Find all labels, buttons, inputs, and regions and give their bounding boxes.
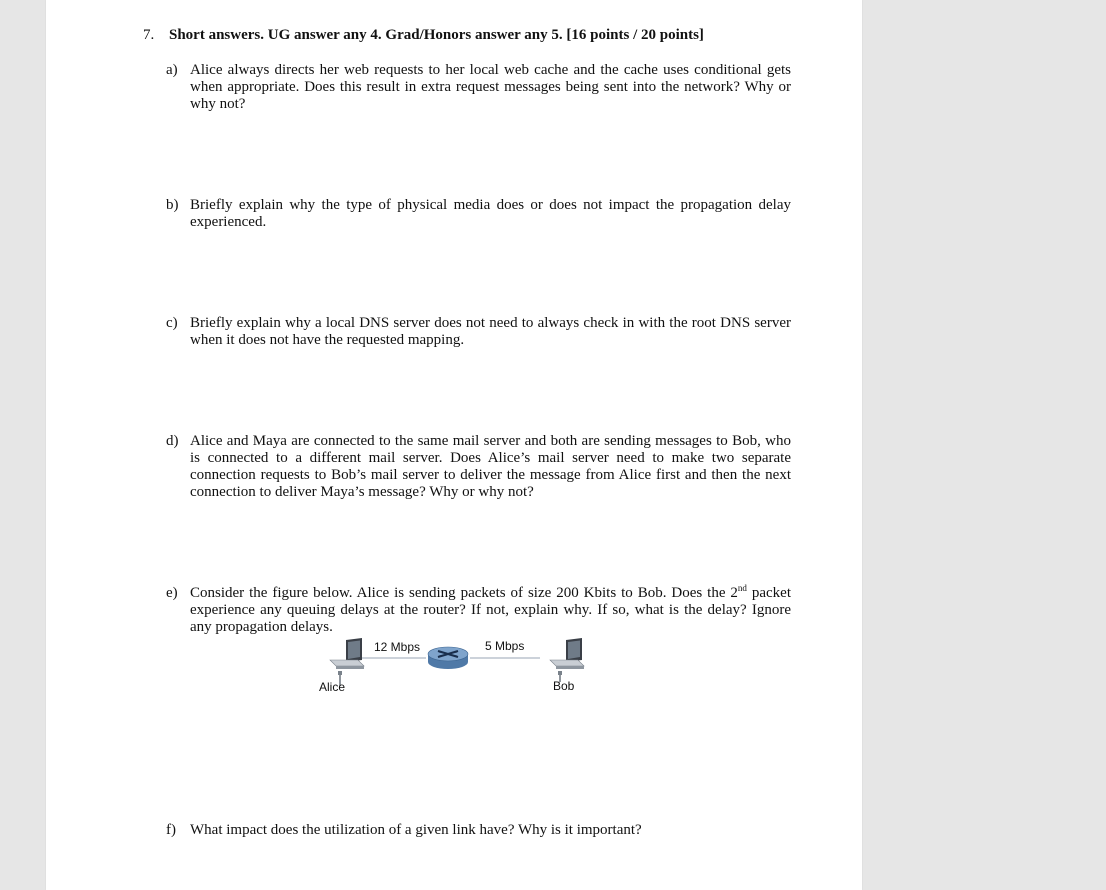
left-link-speed: 12 Mbps (374, 640, 421, 654)
part-f (166, 822, 791, 839)
part-text: What impact does the utilization of a given link have? Why is it important? (190, 822, 642, 838)
part-text: Briefly explain why a local DNS server does not need to always check in with the root DNS server when it does not have the requested mapping. (190, 315, 791, 348)
right-link-speed: 5 Mbps (485, 639, 525, 653)
part-a (166, 62, 791, 113)
ordinal-superscript: nd (737, 583, 747, 593)
workstation-icon (550, 638, 584, 682)
network-figure (308, 630, 608, 700)
question-heading (143, 27, 704, 44)
part-label: d) (166, 433, 179, 449)
part-text: Consider the figure below. Alice is sending packets of size 200 Kbits to Bob. Does the 2nd packet experience any queuing delays at the router? If not, explain why. If so, what is the delay? Ignore any propagation delays. (190, 583, 791, 635)
question-title: Short answers. UG answer any 4. Grad/Honors answer any 5. [16 points / 20 points] (169, 27, 704, 43)
workstation-icon (330, 638, 364, 686)
part-label: f) (166, 822, 176, 838)
part-text: Briefly explain why the type of physical media does or does not impact the propagation delay experienced. (190, 197, 791, 230)
part-text: Alice and Maya are connected to the same mail server and both are sending messages to Bob, who is connected to a different mail server. Does Alice’s mail server need to make two separate connection requests to Bob’s mail server to deliver the message from Alice first and then the next connection to deliver Maya’s message? Why or why not? (190, 433, 791, 500)
part-d (166, 433, 791, 501)
part-text: Alice always directs her web requests to her local web cache and the cache uses conditional gets when appropriate. Does this result in extra request messages being sent into the network? Why or why not? (190, 62, 791, 112)
part-b (166, 197, 791, 231)
right-host-label: Bob (553, 679, 575, 693)
part-e (166, 585, 791, 636)
document-page (46, 0, 862, 890)
part-label: a) (166, 62, 178, 78)
left-host-label: Alice (319, 680, 346, 694)
question-number: 7. (143, 27, 155, 43)
part-label: e) (166, 585, 178, 601)
part-label: c) (166, 315, 178, 331)
part-label: b) (166, 197, 179, 213)
part-c (166, 315, 791, 349)
router-icon (428, 647, 468, 669)
